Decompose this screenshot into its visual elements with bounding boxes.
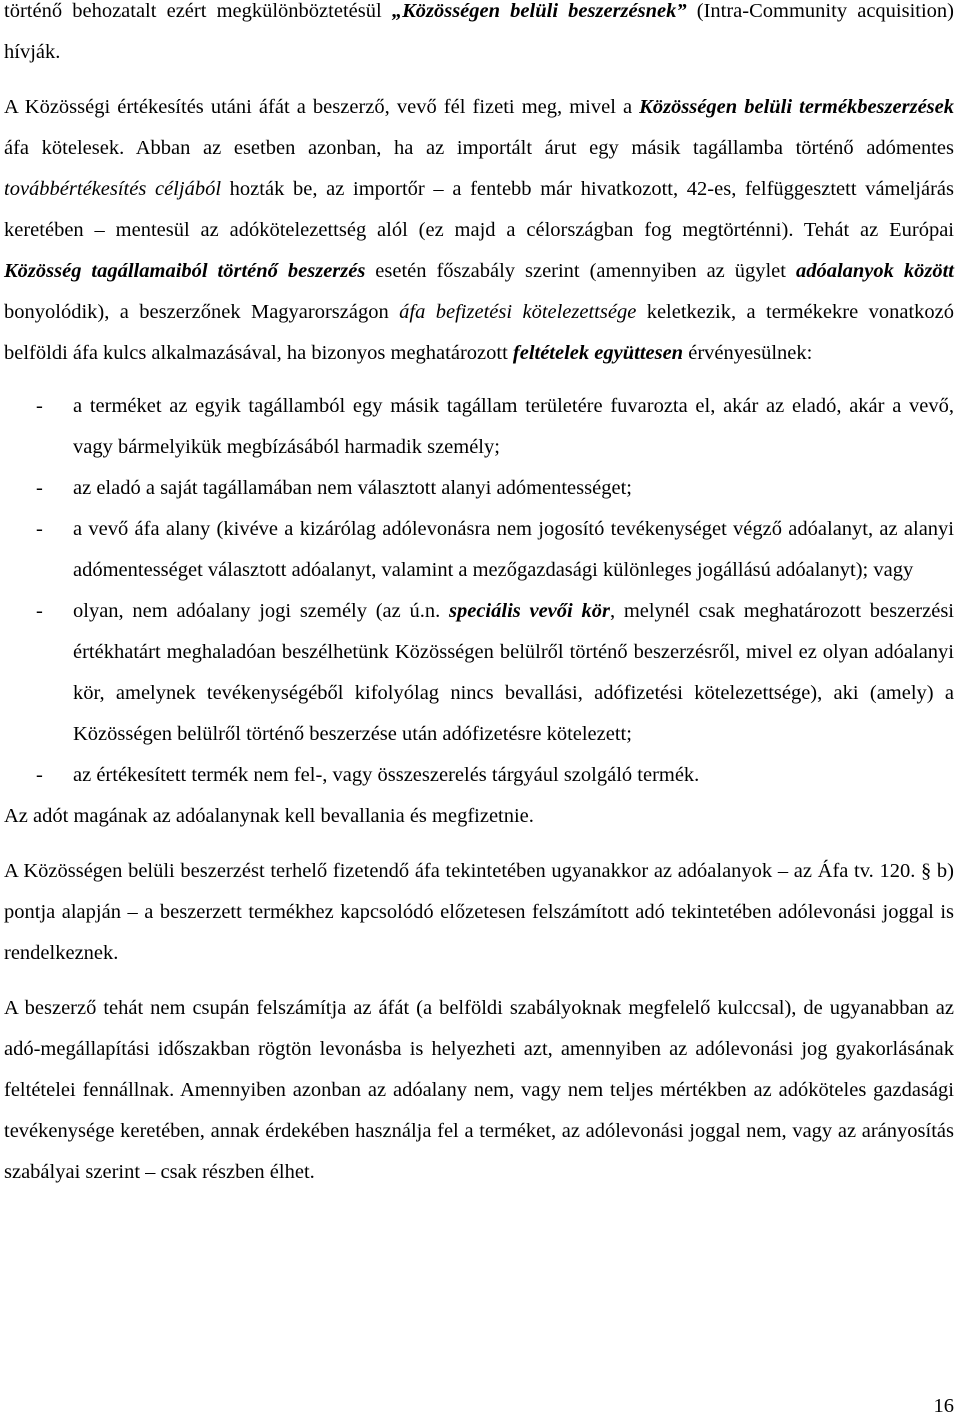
list-item [4,386,954,468]
page-number: 16 [933,1395,954,1417]
list-item-text: olyan, nem adóalany jogi személy (az ú.n. [73,600,449,622]
italic-term: áfa befizetési kötelezettsége [399,301,637,323]
text-run: A Közösségi értékesítés utáni áfát a beszerző, vevő fél fizeti meg, mivel a [4,96,640,118]
paragraph-intro [4,0,954,73]
list-item-text: az értékesített termék nem fel-, vagy összeszerelés tárgyául szolgáló termék. [73,764,700,786]
document-page [4,0,954,1193]
text-run: hozták be, az importőr – a fentebb már hivatkozott, 42-es, felfüggesztett vámeljárás keretében – mentesül az adókötelezettség alól (ez majd a célországban fog megtörténni). Tehát az Európai [4,178,954,241]
emphasis-term: feltételek együttesen [512,342,684,364]
list-item [4,468,954,509]
emphasis-term: „Közösségen belüli beszerzésnek” [391,0,687,22]
text-run: érvényesülnek: [683,342,813,364]
list-dash: - [36,395,43,417]
text-run: (Intra-Community acquisition) hívják. [4,0,955,63]
emphasis-term: Közösség tagállamaiból történő beszerzés [4,260,366,282]
list-item-text: a vevő áfa alany (kivéve a kizárólag adólevonásra nem jogosító tevékenységet végző adóalanyt, az alanyi adómentességet választott adóalanyt, valamint a mezőgazdasági különleges jogállású adóalanyt); vagy [73,518,954,581]
text-run: áfa kötelesek. Abban az esetben azonban, ha az importált árut egy másik tagállamba történő adómentes [4,137,954,159]
list-item [4,509,954,591]
emphasis-term: adóalanyok között [795,260,954,282]
text-run: keletkezik, a termékekre vonatkozó belföldi áfa kulcs alkalmazásával, ha bizonyos meghatározott [4,301,954,364]
list-dash: - [36,764,43,786]
paragraph-main [4,87,954,374]
list-item [4,591,954,755]
list-item-text: az eladó a saját tagállamában nem választott alanyi adómentességet; [73,477,632,499]
conditions-list [4,386,954,796]
italic-term: továbbértékesítés céljából [4,178,222,200]
list-dash: - [36,518,43,540]
paragraph-deduction: A Közösségen belüli beszerzést terhelő fizetendő áfa tekintetében ugyanakkor az adóalanyok – az Áfa tv. 120. § b) pontja alapján – a beszerzett termékhez kapcsolódó előzetesen felszámított adó tekintetében adólevonási joggal is rendelkeznek. [4,860,954,964]
emphasis-term: speciális vevői kör [449,600,610,622]
list-dash: - [36,600,43,622]
list-item-text: , melynél csak meghatározott beszerzési értékhatárt meghaladóan beszélhetünk Közösségen belülről történő beszerzésről, mivel ez olyan adóalanyi kör, amelynek tevékenységéből kifolyólag nincs bevallási, adófizetési kötelezettsége), aki (amely) a Közösségen belülről történő beszerzése után adófizetésre kötelezett; [73,600,954,745]
text-run: esetén főszabály szerint (amennyiben az ügylet [365,260,796,282]
emphasis-term: Közösségen belüli termékbeszerzések [639,96,954,118]
list-item-text: a terméket az egyik tagállamból egy másik tagállam területére fuvarozta el, akár az eladó, akár a vevő, vagy bármelyikük megbízásából harmadik személy; [73,395,954,458]
list-item [4,755,954,796]
paragraph-declare: Az adót magának az adóalanynak kell bevallania és megfizetnie. [4,805,534,827]
list-dash: - [36,477,43,499]
text-run: történő behozatalt ezért megkülönböztetésül [4,0,392,22]
paragraph-buyer: A beszerző tehát nem csupán felszámítja az áfát (a belföldi szabályoknak megfelelő kulccsal), de ugyanabban az adó-megállapítási időszakban rögtön levonásba is helyezheti azt, amennyiben az adólevonási jog gyakorlásának feltételei fennállnak. Amennyiben azonban az adóalany nem, vagy nem teljes mértékben az adóköteles gazdasági tevékenysége keretében, annak érdekében használja fel a terméket, az adólevonási joggal nem, vagy az arányosítás szabályai szerint – csak részben élhet. [4,997,954,1183]
text-run: bonyolódik), a beszerzőnek Magyarországon [4,301,400,323]
